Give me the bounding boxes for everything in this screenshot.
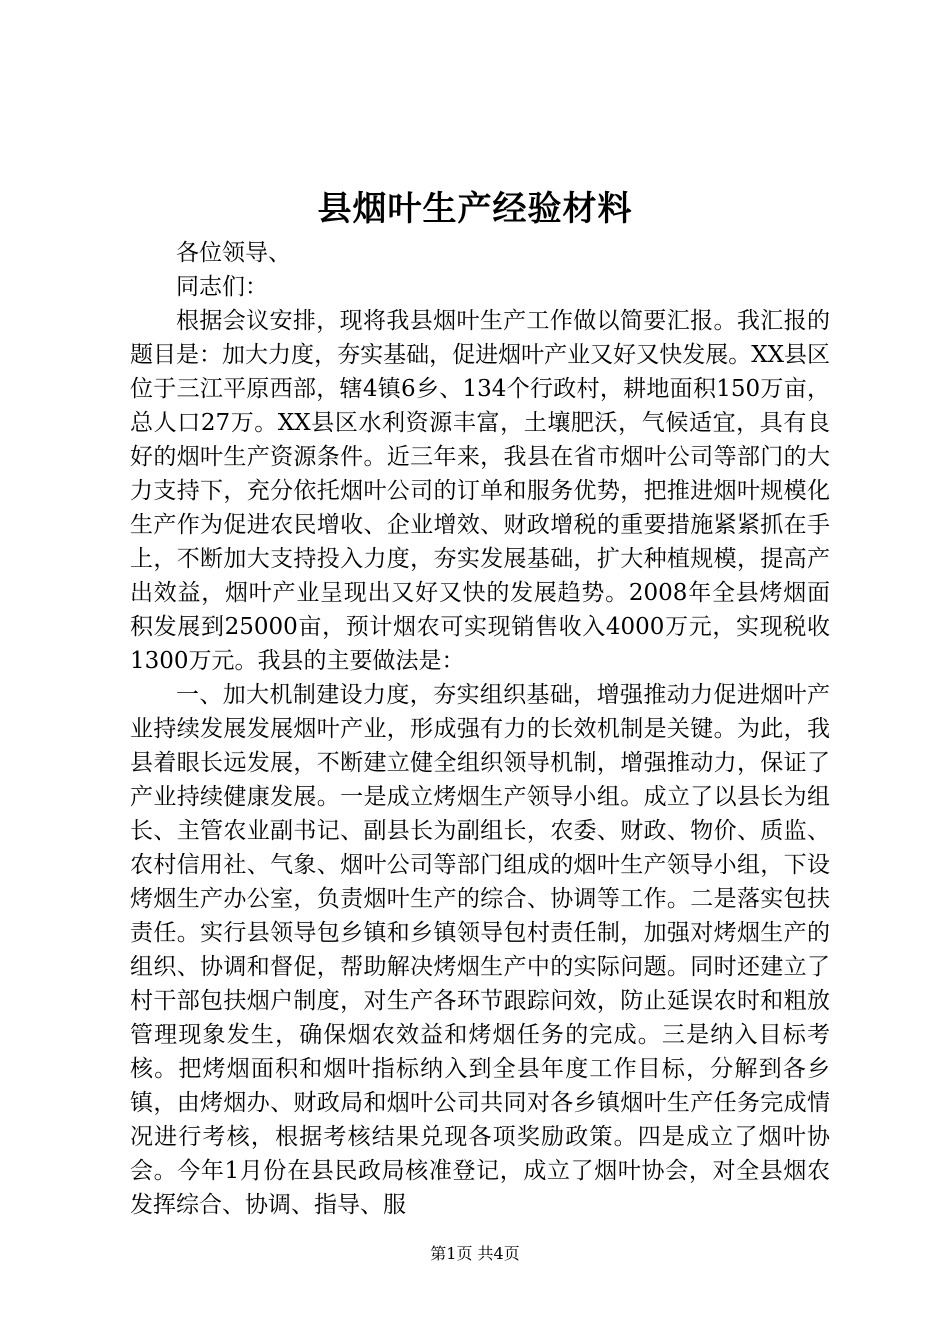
- paragraph-intro: 根据会议安排，现将我县烟叶生产工作做以简要汇报。我汇报的题目是：加大力度，夯实基础，促进烟叶产业又好又快发展。XX县区位于三江平原西部，辖4镇6乡、134个行政村，耕地面积150万亩，总人口27万。XX县区水利资源丰富，土壤肥沃，气候适宜，具有良好的烟叶生产资源条件。近三年来，我县在省市烟叶公司等部门的大力支持下，充分依托烟叶公司的订单和服务优势，把推进烟叶规模化生产作为促进农民增收、企业增效、财政增税的重要措施紧紧抓在手上，不断加大支持投入力度，夯实发展基础，扩大种植规模，提高产出效益，烟叶产业呈现出又好又快的发展趋势。2008年全县烤烟面积发展到25000亩，预计烟农可实现销售收入4000万元，实现税收1300万元。我县的主要做法是：: [130, 308, 830, 674]
- document-body: [130, 236, 830, 1222]
- salutation-line-1: 各位领导、: [176, 240, 291, 266]
- page-footer: 第1页 共4页: [430, 1244, 520, 1263]
- salutation-line-2: 同志们：: [176, 274, 268, 300]
- paragraph-section-1: 一、加大机制建设力度，夯实组织基础，增强推动力促进烟叶产业持续发展发展烟叶产业，形成强有力的长效机制是关键。为此，我县着眼长远发展，不断建立健全组织领导机制，增强推动力，保证了产业持续健康发展。一是成立烤烟生产领导小组。成立了以县长为组长、主管农业副书记、副县长为副组长，农委、财政、物价、质监、农村信用社、气象、烟叶公司等部门组成的烟叶生产领导小组，下设烤烟生产办公室，负责烟叶生产的综合、协调等工作。二是落实包扶责任。实行县领导包乡镇和乡镇领导包村责任制，加强对烤烟生产的组织、协调和督促，帮助解决烤烟生产中的实际问题。同时还建立了村干部包扶烟户制度，对生产各环节跟踪问效，防止延误农时和粗放管理现象发生，确保烟农效益和烤烟任务的完成。三是纳入目标考核。把烤烟面积和烟叶指标纳入到全县年度工作目标，分解到各乡镇，由烤烟办、财政局和烟叶公司共同对各乡镇烟叶生产任务完成情况进行考核，根据考核结果兑现各项奖励政策。四是成立了烟叶协会。今年1月份在县民政局核准登记，成立了烟叶协会，对全县烟农发挥综合、协调、指导、服: [130, 682, 830, 1218]
- document-title: 县烟叶生产经验材料: [317, 189, 633, 229]
